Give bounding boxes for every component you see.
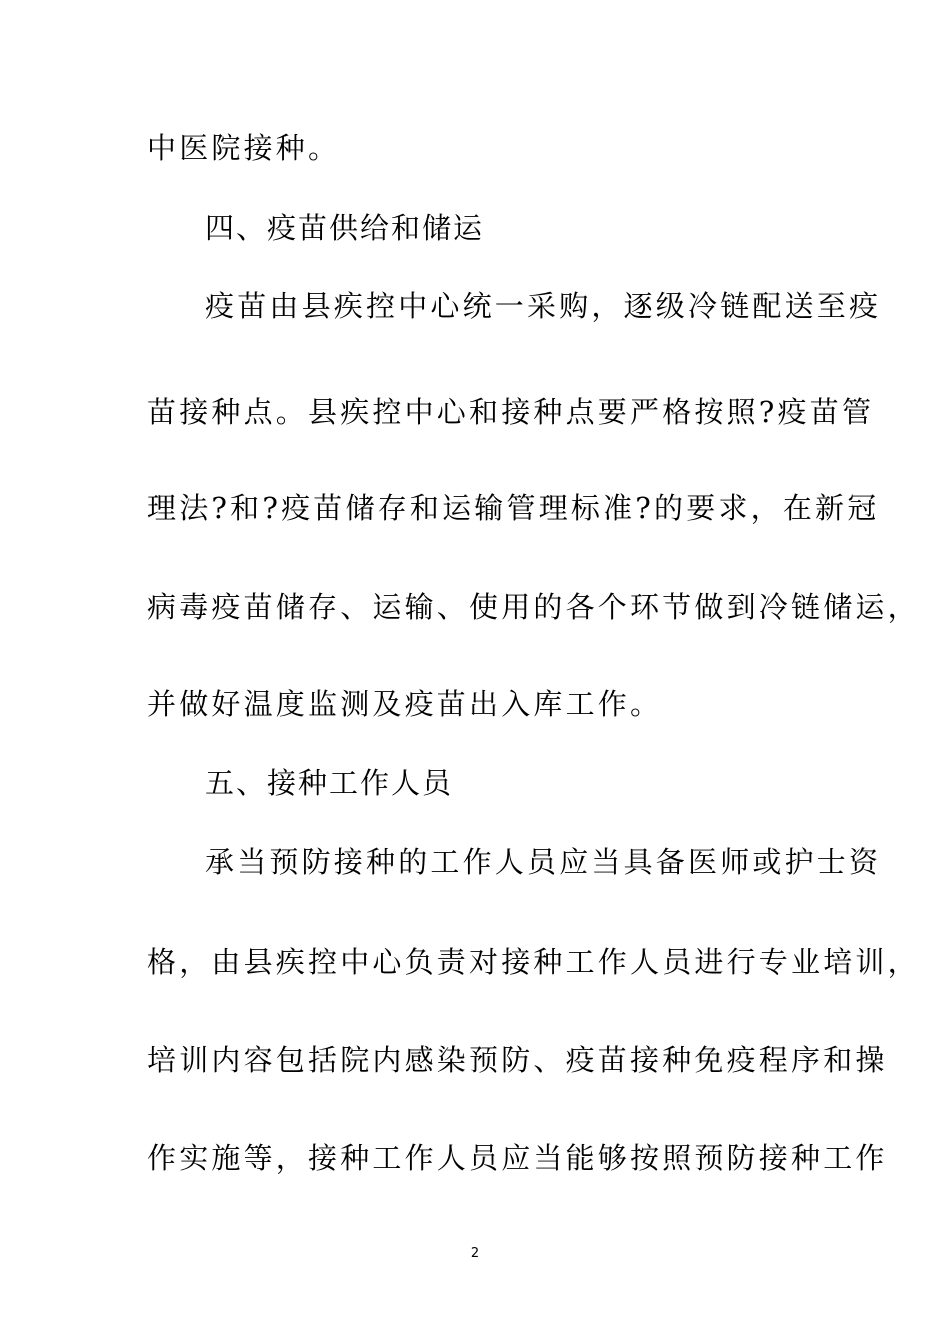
section-heading-4: 四、疫苗供给和储运 xyxy=(205,211,485,245)
body-text-line: 并做好温度监测及疫苗出入库工作。 xyxy=(147,687,663,721)
page-number: 2 xyxy=(470,1246,480,1261)
body-text-line: 作实施等，接种工作人员应当能够按照预防接种工作 xyxy=(147,1141,888,1175)
body-text-line: 中医院接种。 xyxy=(147,131,341,165)
section-heading-5: 五、接种工作人员 xyxy=(205,766,454,800)
body-text-line: 理法?和?疫苗储存和运输管理标准?的要求，在新冠 xyxy=(147,491,880,525)
body-text-line: 疫苗由县疾控中心统一采购，逐级冷链配送至疫 xyxy=(205,289,882,323)
body-text-line: 格，由县疾控中心负责对接种工作人员进行专业培训， xyxy=(147,945,920,979)
body-text-line: 培训内容包括院内感染预防、疫苗接种免疫程序和操 xyxy=(147,1043,888,1077)
body-text-line: 承当预防接种的工作人员应当具备医师或护士资 xyxy=(205,845,882,879)
body-text-line: 病毒疫苗储存、运输、使用的各个环节做到冷链储运， xyxy=(147,590,920,624)
body-text-line: 苗接种点。县疾控中心和接种点要严格按照?疫苗管 xyxy=(147,395,875,429)
